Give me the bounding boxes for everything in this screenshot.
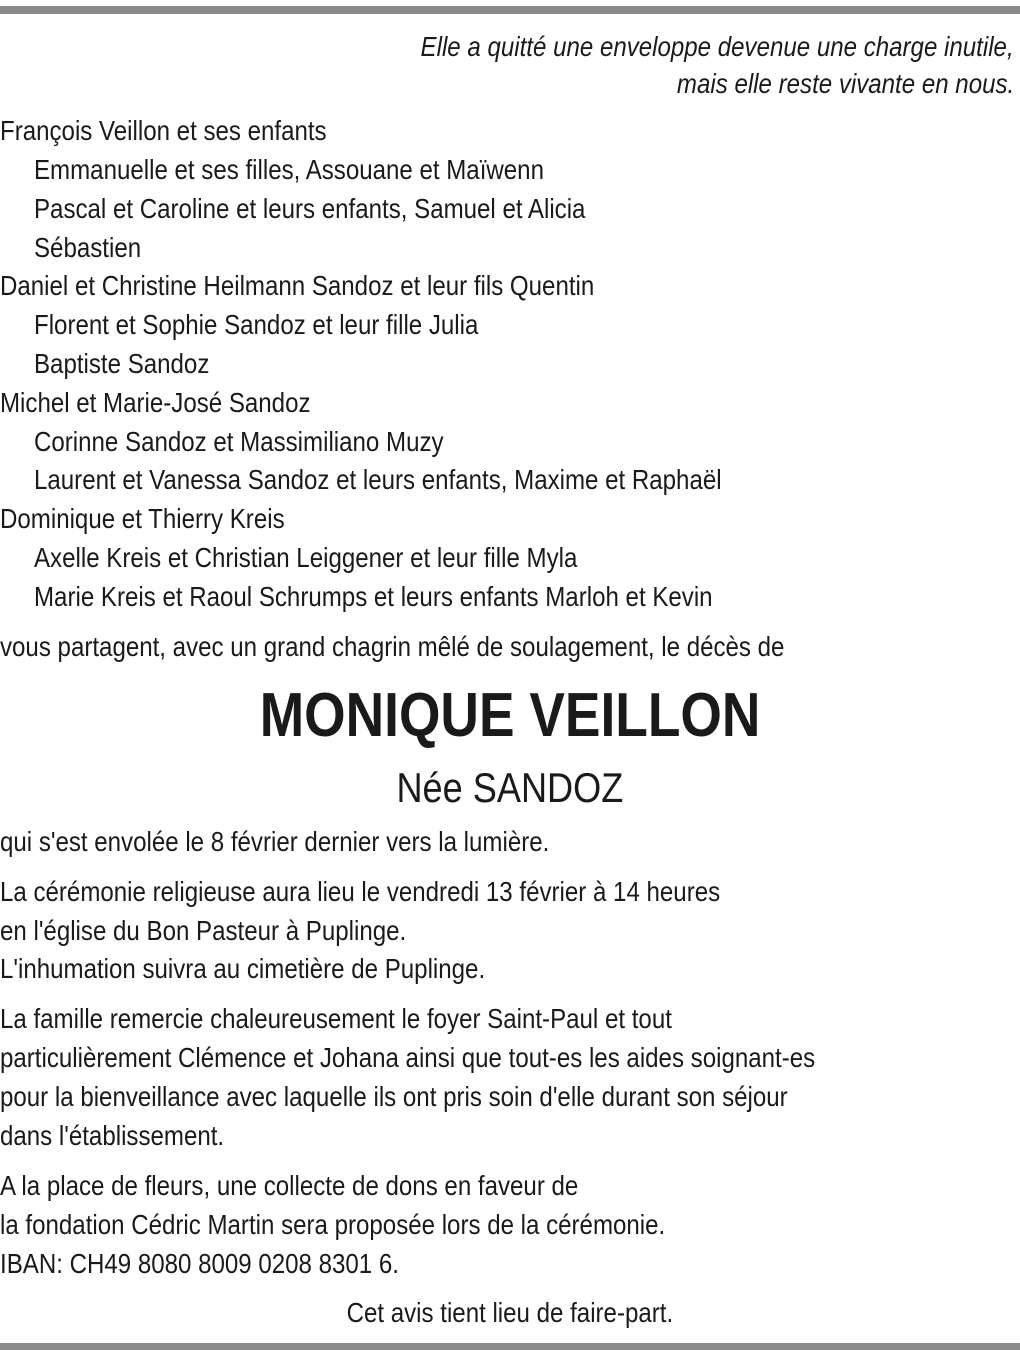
family-line: Laurent et Vanessa Sandoz et leurs enfants, Maxime et Raphaël — [34, 464, 722, 495]
passing-text: qui s'est envolée le 8 février dernier vers la lumière. — [0, 826, 550, 857]
top-rule — [0, 6, 1020, 14]
family-line: Marie Kreis et Raoul Schrumps et leurs enfants Marloh et Kevin — [34, 581, 713, 612]
closing-note — [0, 1296, 1020, 1330]
donation-line: A la place de fleurs, une collecte de dons en faveur de — [0, 1170, 579, 1201]
thanks-line: La famille remercie chaleureusement le foyer Saint-Paul et tout — [0, 1003, 672, 1034]
family-line: François Veillon et ses enfants — [0, 115, 327, 146]
bottom-rule — [0, 1343, 1020, 1350]
thanks-line: pour la bienveillance avec laquelle ils ont pris soin d'elle durant son séjour — [0, 1081, 788, 1112]
family-line: Dominique et Thierry Kreis — [0, 503, 285, 534]
family-line: Emmanuelle et ses filles, Assouane et Maïwenn — [34, 154, 544, 185]
maiden-name — [0, 764, 1020, 812]
family-line: Baptiste Sandoz — [34, 348, 210, 379]
thanks-line: dans l'établissement. — [0, 1120, 225, 1151]
announcement-text: vous partagent, avec un grand chagrin mêlé de soulagement, le décès de — [0, 631, 785, 662]
epigraph-line: mais elle reste vivante en nous. — [676, 68, 1014, 99]
thanks-line: particulièrement Clémence et Johana ainsi que tout-es les aides soignant-es — [0, 1042, 816, 1073]
family-line: Sébastien — [34, 232, 142, 263]
family-line: Daniel et Christine Heilmann Sandoz et leur fils Quentin — [0, 270, 595, 301]
closing-note-text: Cet avis tient lieu de faire-part. — [346, 1297, 674, 1328]
family-line: Axelle Kreis et Christian Leiggener et leur fille Myla — [34, 542, 578, 573]
maiden-name-text: Née SANDOZ — [396, 764, 624, 811]
donation-line: la fondation Cédric Martin sera proposée lors de la cérémonie. — [0, 1209, 666, 1240]
deceased-name-text: MONIQUE VEILLON — [259, 681, 761, 750]
ceremony-line: en l'église du Bon Pasteur à Puplinge. — [0, 915, 407, 946]
ceremony-line: La cérémonie religieuse aura lieu le vendredi 13 février à 14 heures — [0, 876, 721, 907]
family-line: Pascal et Caroline et leurs enfants, Samuel et Alicia — [34, 193, 586, 224]
donation-iban: IBAN: CH49 8080 8009 0208 8301 6. — [0, 1248, 399, 1279]
deceased-name — [0, 680, 1020, 752]
family-line: Michel et Marie-José Sandoz — [0, 387, 311, 418]
family-line: Florent et Sophie Sandoz et leur fille Julia — [34, 309, 479, 340]
epigraph-line: Elle a quitté une enveloppe devenue une charge inutile, — [420, 31, 1014, 62]
family-line: Corinne Sandoz et Massimiliano Muzy — [34, 426, 444, 457]
ceremony-line: L'inhumation suivra au cimetière de Puplinge. — [0, 953, 486, 984]
